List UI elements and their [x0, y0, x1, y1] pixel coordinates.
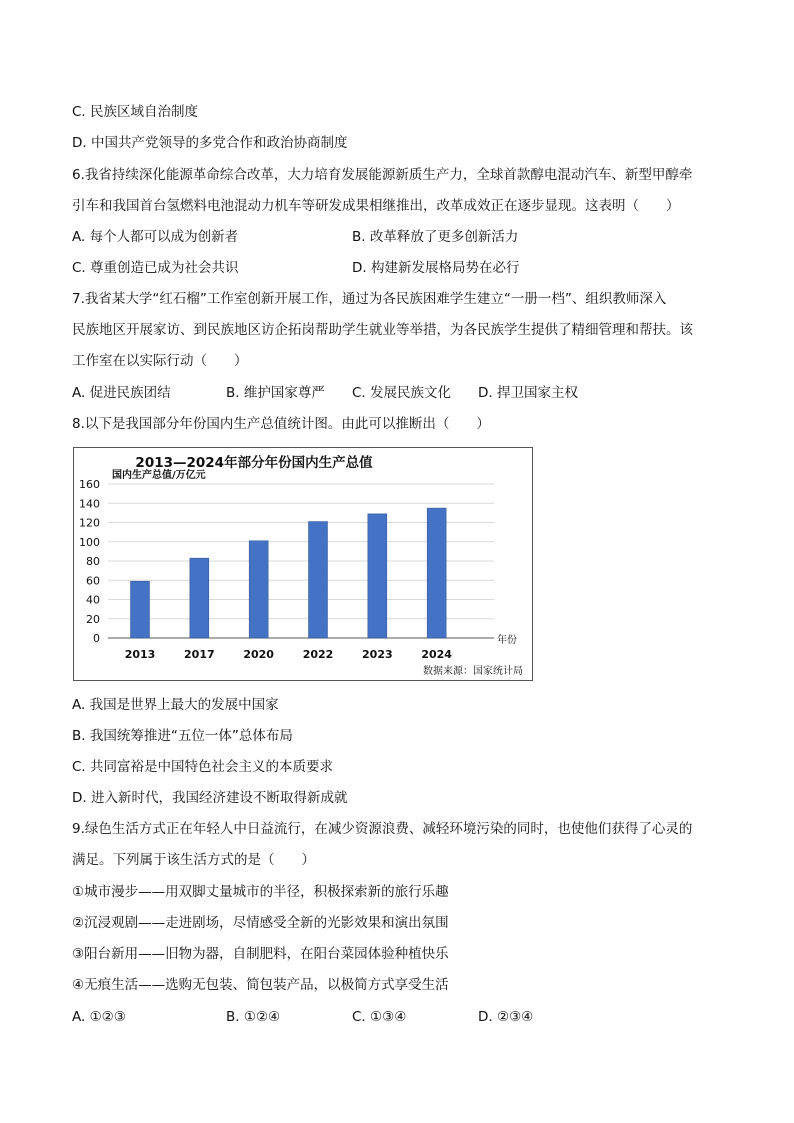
bar-2022 [309, 522, 328, 638]
bar-2020 [249, 541, 268, 638]
q7-stem-line-2: 民族地区开展家访、到民族地区访企拓岗帮助学生就业等举措，为各民族学生提供了精细管理和帮扶。该 [72, 322, 693, 338]
q7-option-a: A. 促进民族团结 [72, 385, 171, 401]
y-tick-label: 160 [79, 478, 100, 491]
y-tick-label: 140 [79, 497, 100, 511]
chart-title: 2013—2024年部分年份国内生产总值 [135, 455, 373, 471]
q7-option-b: B. 维护国家尊严 [226, 385, 325, 401]
q5-option-c: C. 民族区域自治制度 [72, 104, 199, 120]
q9-option-c: C. ①③④ [352, 1009, 407, 1025]
chart-canvas [74, 448, 532, 680]
q6-stem-line-1: 6.我省持续深化能源革命综合改革，大力培育发展能源新质生产力，全球首款醇电混动汽车、新型甲醇牵 [72, 167, 693, 183]
y-tick-label: 40 [86, 593, 100, 607]
q9-statement-2: ②沉浸观剧——走进剧场，尽情感受全新的光影效果和演出氛围 [72, 915, 449, 931]
y-tick-label: 20 [86, 612, 100, 626]
q7-stem-line-1: 7.我省某大学“红石榴”工作室创新开展工作，通过为各民族困难学生建立“一册一档”、组织教师深入 [72, 291, 667, 307]
x-tick-label: 2013 [124, 648, 156, 661]
q7-option-c: C. 发展民族文化 [352, 385, 452, 401]
x-axis-label: 年份 [497, 635, 517, 646]
q8-option-d: D. 进入新时代，我国经济建设不断取得新成就 [72, 790, 348, 806]
q7-stem-line-3: 工作室在以实际行动（ ） [72, 353, 248, 369]
q9-statement-3: ③阳台新用——旧物为器，自制肥料，在阳台菜园体验种植快乐 [72, 946, 449, 962]
bar-2017 [190, 558, 209, 638]
q9-stem-line-2: 满足。下列属于该生活方式的是（ ） [72, 852, 315, 868]
y-tick-label: 100 [79, 535, 100, 549]
q6-option-b: B. 改革释放了更多创新活力 [352, 229, 519, 245]
x-tick-label: 2020 [243, 648, 274, 661]
bar-2013 [131, 581, 150, 638]
chart-source-note: 数据来源：国家统计局 [423, 666, 523, 677]
y-axis-label: 国内生产总值/万亿元 [112, 470, 206, 481]
q6-option-d: D. 构建新发展格局势在必行 [352, 260, 520, 276]
q6-stem-line-2: 引车和我国首台氢燃料电池混动力机车等研发成果相继推出，改革成效正在逐步显现。这表明（ ） [72, 198, 680, 214]
x-tick-label: 2023 [362, 648, 393, 661]
q8-stem: 8.以下是我国部分年份国内生产总值统计图。由此可以推断出（ ） [72, 416, 490, 432]
x-tick-label: 2024 [421, 648, 452, 661]
gdp-bar-chart [73, 447, 533, 681]
q7-option-d: D. 捍卫国家主权 [478, 385, 578, 401]
q9-option-d: D. ②③④ [478, 1009, 534, 1025]
bar-2024 [427, 508, 446, 638]
q6-option-a: A. 每个人都可以成为创新者 [72, 229, 239, 245]
q8-option-b: B. 我国统筹推进“五位一体”总体布局 [72, 728, 293, 744]
q9-option-b: B. ①②④ [226, 1009, 281, 1025]
y-tick-label: 120 [79, 516, 100, 530]
q9-option-a: A. ①②③ [72, 1009, 126, 1025]
x-tick-label: 2017 [184, 648, 215, 661]
q9-statement-1: ①城市漫步——用双脚丈量城市的半径，积极探索新的旅行乐趣 [72, 884, 449, 900]
x-tick-label: 2022 [302, 648, 334, 661]
y-tick-label: 80 [86, 555, 100, 568]
q9-statement-4: ④无痕生活——选购无包装、简包装产品，以极简方式享受生活 [72, 977, 449, 993]
bar-2023 [368, 514, 387, 638]
y-tick-label: 0 [93, 632, 100, 645]
q6-option-c: C. 尊重创造已成为社会共识 [72, 260, 239, 276]
q8-option-a: A. 我国是世界上最大的发展中国家 [72, 697, 279, 713]
q8-option-c: C. 共同富裕是中国特色社会主义的本质要求 [72, 759, 334, 775]
q5-option-d: D. 中国共产党领导的多党合作和政治协商制度 [72, 135, 348, 151]
q9-stem-line-1: 9.绿色生活方式正在年轻人中日益流行，在减少资源浪费、减轻环境污染的同时，也使他们获得了心灵的 [72, 821, 693, 837]
y-tick-label: 60 [86, 574, 100, 588]
